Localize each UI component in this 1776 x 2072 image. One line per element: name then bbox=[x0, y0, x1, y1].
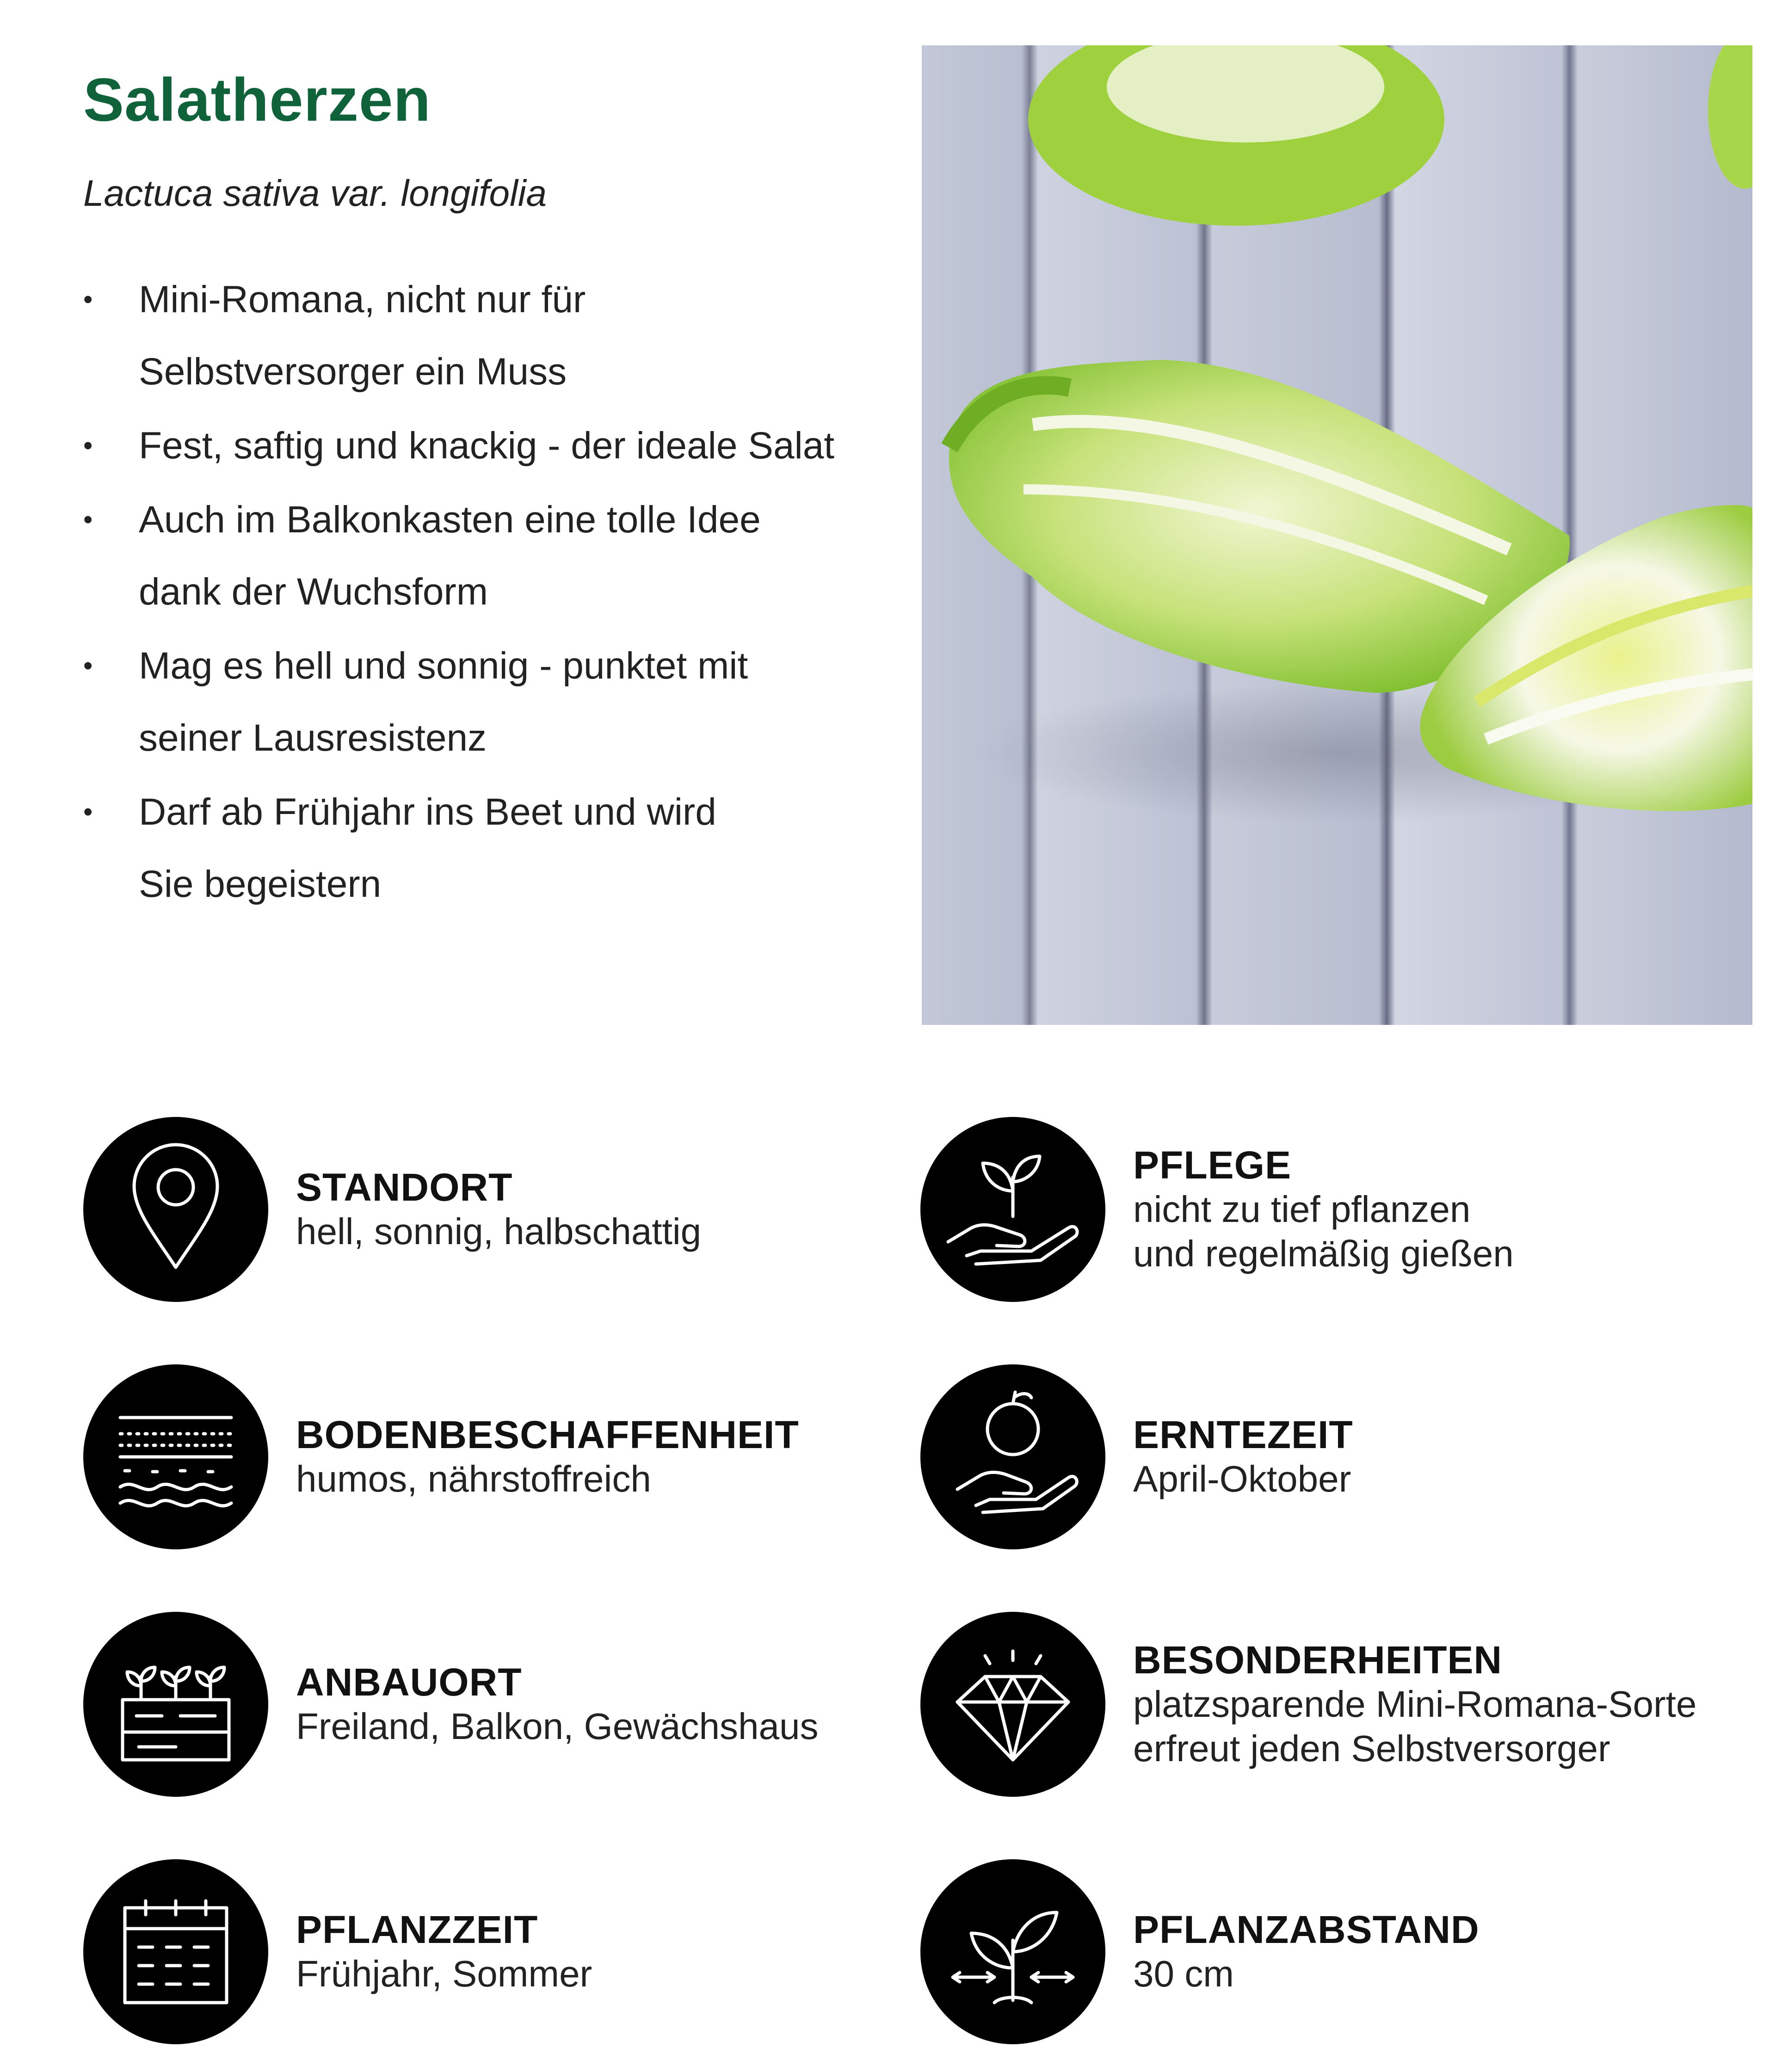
feature-title: STANDORT bbox=[296, 1166, 513, 1209]
bullet-item: • Auch im Balkonkasten eine tolle Idee dank der Wuchsform bbox=[83, 484, 870, 628]
planter-box-icon bbox=[83, 1612, 268, 1797]
diamond-icon bbox=[920, 1612, 1105, 1797]
feature-pflege bbox=[920, 1117, 1707, 1302]
hand-fruit-icon bbox=[920, 1364, 1105, 1549]
feature-title: BODENBESCHAFFENHEIT bbox=[296, 1413, 799, 1456]
feature-title: ERNTEZEIT bbox=[1133, 1413, 1353, 1456]
feature-value: platzsparende Mini-Romana-Sorte bbox=[1133, 1684, 1697, 1725]
plant-spacing-icon bbox=[920, 1859, 1105, 2044]
feature-value: nicht zu tief pflanzen bbox=[1133, 1189, 1471, 1230]
feature-value: und regelmäßig gießen bbox=[1133, 1233, 1514, 1274]
feature-besonderheiten bbox=[920, 1612, 1707, 1797]
calendar-icon bbox=[83, 1859, 268, 2044]
feature-title: PFLEGE bbox=[1133, 1143, 1292, 1187]
product-title: Salatherzen bbox=[83, 66, 431, 134]
feature-bullet-list bbox=[83, 264, 870, 922]
lettuce-photo bbox=[922, 45, 1752, 1025]
feature-value: Frühjahr, Sommer bbox=[296, 1953, 592, 1994]
feature-ernte bbox=[920, 1364, 1707, 1549]
latin-name: Lactuca sativa var. longifolia bbox=[83, 173, 547, 214]
bullet-dot-icon: • bbox=[83, 284, 93, 314]
feature-title: PFLANZABSTAND bbox=[1133, 1908, 1480, 1951]
feature-value: 30 cm bbox=[1133, 1953, 1234, 1994]
bullet-item: • Darf ab Frühjahr ins Beet und wird Sie begeistern bbox=[83, 776, 870, 920]
feature-anbau bbox=[83, 1612, 870, 1797]
feature-title: PFLANZZEIT bbox=[296, 1908, 538, 1951]
bullet-dot-icon: • bbox=[83, 797, 93, 827]
bullet-dot-icon: • bbox=[83, 431, 93, 461]
bullet-dot-icon: • bbox=[83, 505, 93, 535]
feature-value: April-Oktober bbox=[1133, 1458, 1351, 1499]
bullet-item: • Fest, saftig und knackig - der ideale Salat bbox=[83, 410, 870, 482]
bullet-item: • Mini-Romana, nicht nur für Selbstversorger ein Muss bbox=[83, 264, 870, 408]
feature-value: Freiland, Balkon, Gewächshaus bbox=[296, 1706, 819, 1747]
bullet-dot-icon: • bbox=[83, 651, 93, 681]
feature-value: hell, sonnig, halbschattig bbox=[296, 1211, 702, 1252]
feature-title: ANBAUORT bbox=[296, 1660, 522, 1704]
hand-seedling-icon bbox=[920, 1117, 1105, 1302]
bullet-item: • Mag es hell und sonnig - punktet mit seiner Lausresistenz bbox=[83, 630, 870, 774]
soil-layers-icon bbox=[83, 1364, 268, 1549]
feature-boden bbox=[83, 1364, 870, 1549]
feature-value: humos, nährstoffreich bbox=[296, 1458, 651, 1499]
feature-title: BESONDERHEITEN bbox=[1133, 1638, 1503, 1682]
feature-pflanzzeit bbox=[83, 1859, 870, 2044]
location-pin-icon bbox=[83, 1117, 268, 1302]
feature-standort bbox=[83, 1117, 870, 1302]
feature-abstand bbox=[920, 1859, 1707, 2044]
feature-value: erfreut jeden Selbstversorger bbox=[1133, 1728, 1610, 1769]
